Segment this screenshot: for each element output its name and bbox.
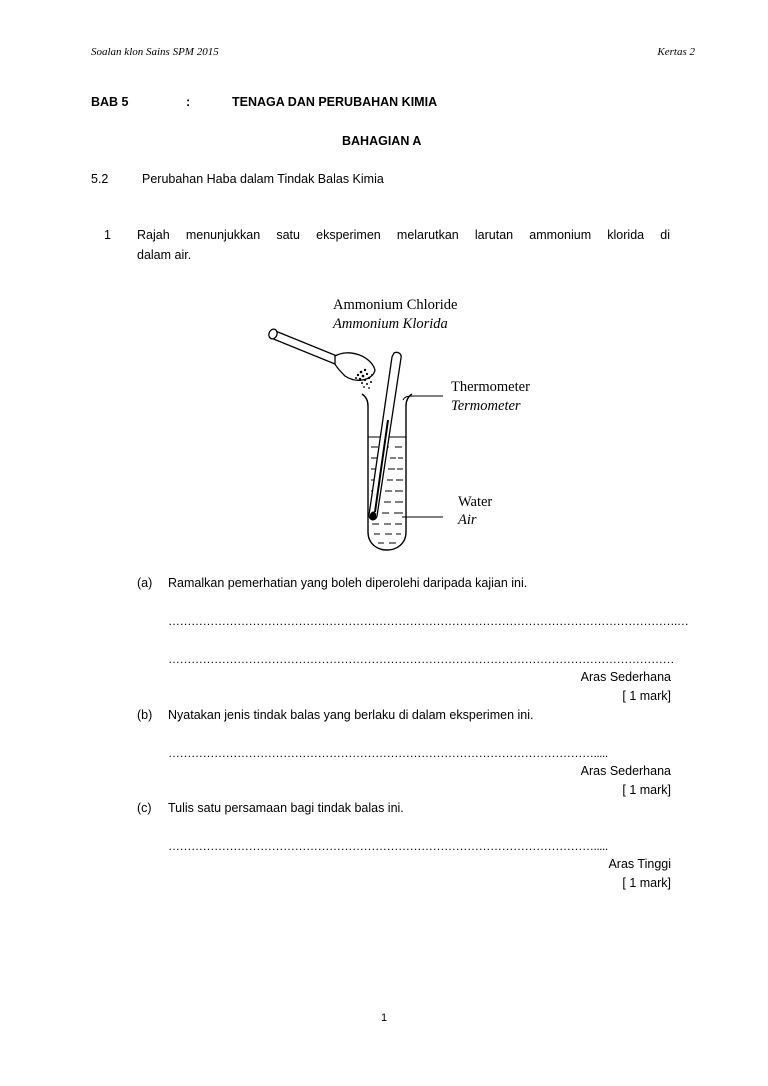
label-water-en: Water — [458, 494, 493, 510]
header-left: Soalan klon Sains SPM 2015 — [91, 46, 219, 58]
header-right: Kertas 2 — [657, 46, 695, 58]
label-thermometer-en: Thermometer — [451, 379, 530, 395]
chapter-title: TENAGA DAN PERUBAHAN KIMIA — [232, 95, 438, 109]
label-chemical-en: Ammonium Chloride — [333, 297, 458, 313]
part-a-answer-line-2[interactable]: …………………………………………………………………………………………………………………… — [168, 652, 674, 666]
label-thermometer-ms: Termometer — [451, 398, 521, 414]
part-b-question: Nyatakan jenis tindak balas yang berlaku di dalam eksperimen ini. — [168, 708, 534, 722]
subtopic-title: Perubahan Haba dalam Tindak Balas Kimia — [142, 172, 384, 186]
part-c-level: Aras Tinggi — [608, 857, 671, 871]
part-b-answer-line[interactable]: …………………………………………………………………………………………………..... — [168, 746, 608, 760]
part-a-answer-line-1[interactable]: …………………………………………………………………………………………………………………….… — [168, 614, 689, 628]
part-b-level: Aras Sederhana — [580, 764, 671, 778]
question-number: 1 — [104, 228, 111, 242]
chapter-colon: : — [186, 95, 191, 109]
part-a-mark: [ 1 mark] — [622, 689, 671, 703]
label-chemical-ms: Ammonium Klorida — [333, 316, 448, 332]
section-title: BAHAGIAN A — [342, 134, 422, 148]
label-water-ms: Air — [458, 512, 477, 528]
spatula-icon — [267, 328, 375, 380]
part-a-level: Aras Sederhana — [580, 670, 671, 684]
part-c-answer-line[interactable]: …………………………………………………………………………………………………..... — [168, 839, 608, 853]
part-c-question: Tulis satu persamaan bagi tindak balas ini. — [168, 801, 404, 815]
question-line-2: dalam air. — [137, 248, 192, 262]
part-a-question: Ramalkan pemerhatian yang boleh diperolehi daripada kajian ini. — [168, 576, 528, 590]
subtopic-number: 5.2 — [91, 172, 109, 186]
part-b-mark: [ 1 mark] — [622, 783, 671, 797]
part-a-label: (a) — [137, 576, 153, 590]
page-number: 1 — [381, 1012, 388, 1024]
experiment-diagram — [265, 320, 465, 560]
part-b-label: (b) — [137, 708, 153, 722]
question-line-1: Rajah menunjukkan satu eksperimen melarutkan larutan ammonium klorida di — [137, 228, 670, 242]
leader-lines — [402, 396, 443, 517]
part-c-mark: [ 1 mark] — [622, 876, 671, 890]
chapter-number: BAB 5 — [91, 95, 129, 109]
part-c-label: (c) — [137, 801, 152, 815]
